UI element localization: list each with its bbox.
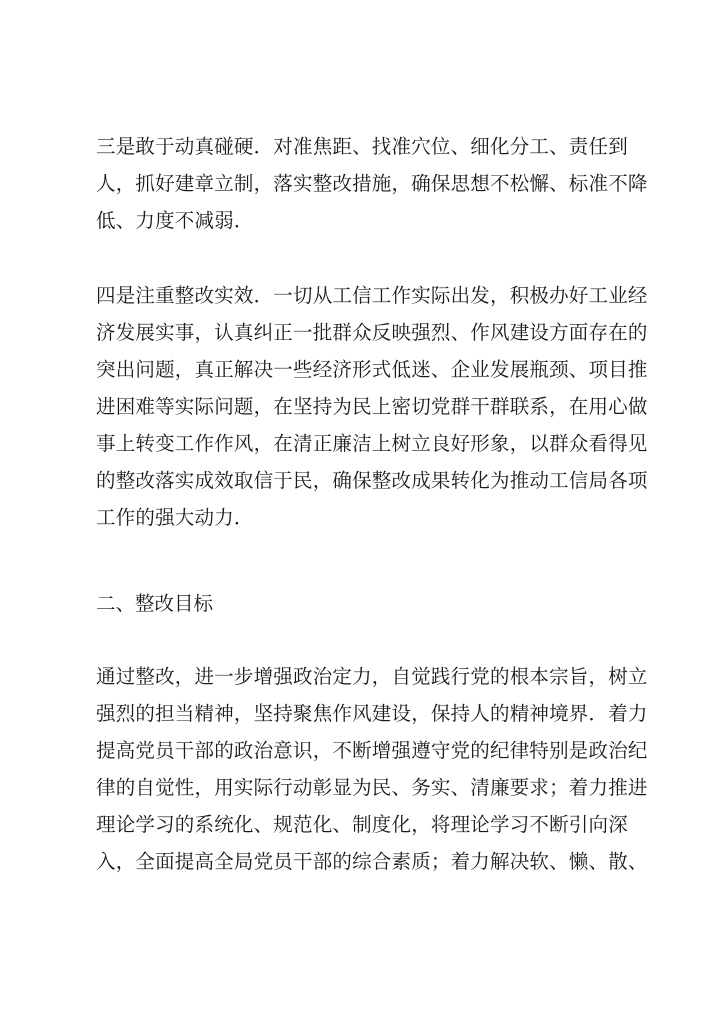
text-line: 人，抓好建章立制，落实整改措施，确保思想不松懈、标准不降 (96, 172, 648, 195)
text-line: 突出问题，真正解决一些经济形式低迷、企业发展瓶颈、项目推 (96, 358, 648, 381)
paragraph-four-is-effectiveness (96, 277, 648, 536)
text-line: 进困难等实际问题，在坚持为民上密切党群干群联系，在用心做 (96, 395, 648, 418)
paragraph-three-is-daring (96, 128, 648, 239)
text-line: 四是注重整改实效．一切从工信工作实际出发，积极办好工业经 (96, 284, 648, 307)
text-line: 工作的强大动力． (96, 506, 254, 529)
section-heading-goals: 二、整改目标 (96, 592, 214, 615)
text-line: 理论学习的系统化、规范化、制度化，将理论学习不断引向深 (96, 813, 628, 836)
text-line: 强烈的担当精神，坚持聚焦作风建设，保持人的精神境界．着力 (96, 702, 648, 725)
text-line: 律的自觉性，用实际行动彰显为民、务实、清廉要求；着力推进 (96, 776, 648, 799)
text-line: 济发展实事，认真纠正一批群众反映强烈、作风建设方面存在的 (96, 321, 648, 344)
text-line: 事上转变工作作风，在清正廉洁上树立良好形象，以群众看得见 (96, 432, 648, 455)
text-line: 入，全面提高全局党员干部的综合素质；着力解决软、懒、散、 (96, 850, 648, 873)
text-line: 提高党员干部的政治意识，不断增强遵守党的纪律特别是政治纪 (96, 739, 648, 762)
paragraph-goals (96, 658, 648, 880)
text-line: 通过整改，进一步增强政治定力，自觉践行党的根本宗旨，树立 (96, 665, 648, 688)
text-line: 三是敢于动真碰硬．对准焦距、找准穴位、细化分工、责任到 (96, 135, 628, 158)
text-line: 的整改落实成效取信于民，确保整改成果转化为推动工信局各项 (96, 469, 648, 492)
text-line: 低、力度不减弱． (96, 209, 254, 232)
